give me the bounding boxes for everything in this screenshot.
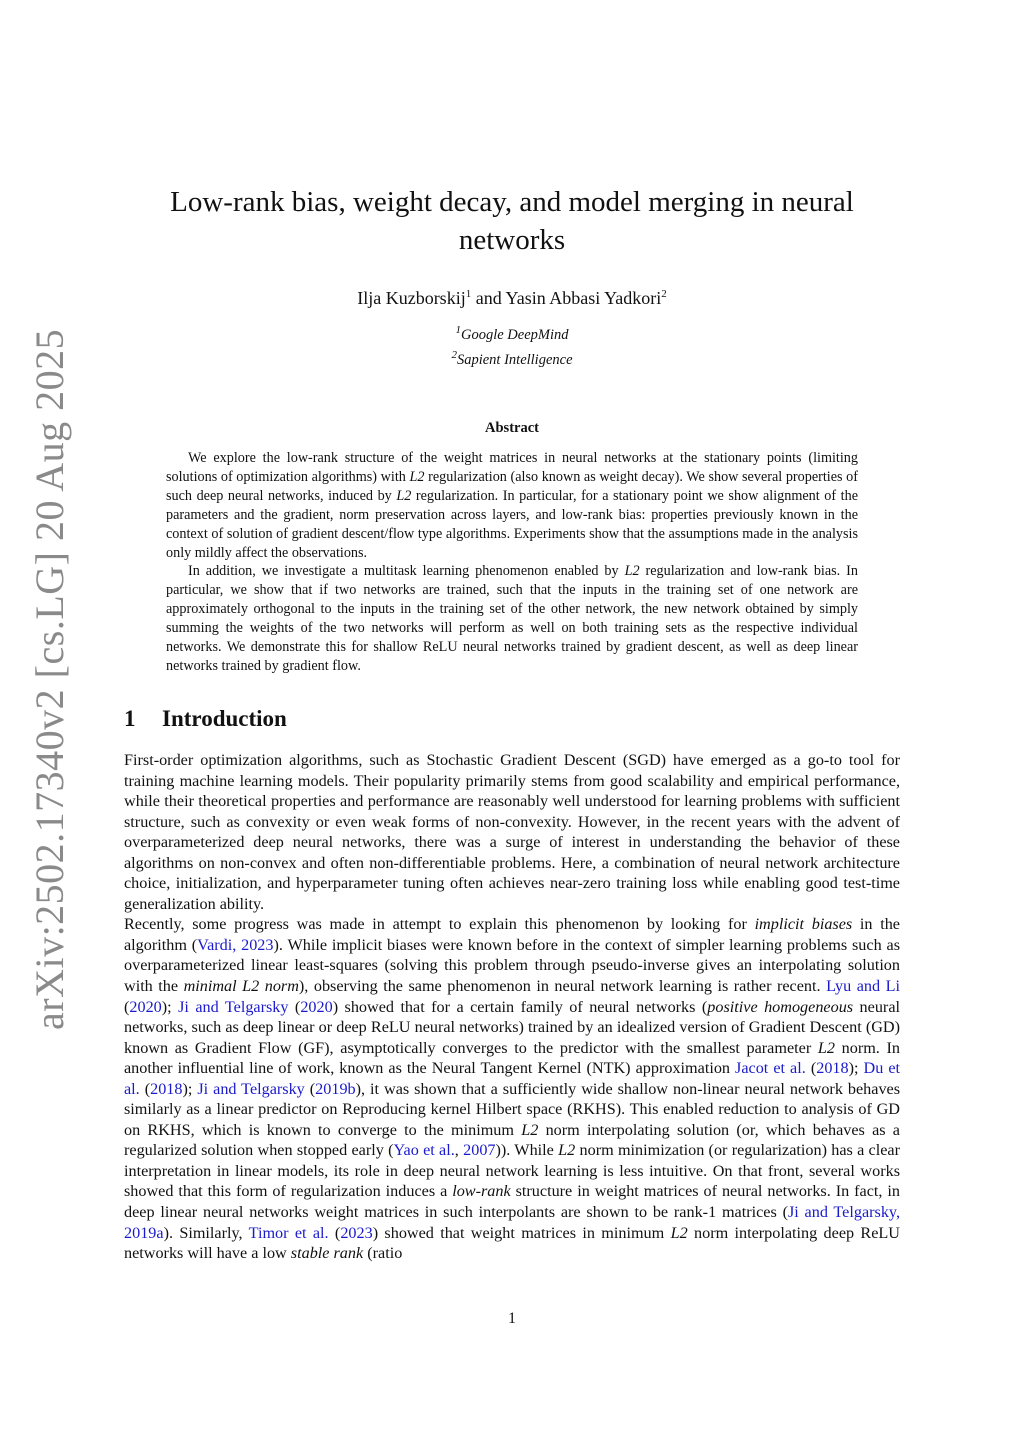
citation-link[interactable]: Jacot et al. [735, 1059, 806, 1078]
text-run: , [454, 1141, 464, 1160]
text-run: ). While implicit biases were known before in the context of simpler learning problems such as overparameterized linear least-squares (solving this problem through pseudo-inverse gives an interpolating solution with the [124, 935, 900, 996]
math-symbol: L2 [521, 1120, 539, 1139]
paper-title: Low-rank bias, weight decay, and model merging in neural networks [170, 186, 854, 256]
affiliation-name: Sapient Intelligence [456, 351, 573, 368]
author-name: Yasin Abbasi Yadkori [505, 288, 662, 308]
body-paragraph: First-order optimization algorithms, such as Stochastic Gradient Descent (SGD) have emerged as a go-to tool for training machine learning models. Their popularity primarily stems from good scalability and empirical performance, while their theoretical properties and performance are reasonably well understood for learning problems with sufficient structure, such as convexity or even weak forms of non-convexity. However, in the recent years with the advent of overparameterized deep neural networks, there was a surge of interest in understanding the behavior of these algorithms on non-convex and often non-differentiable problems. Here, a combination of neural network architecture choice, initialization, and hyperparameter tuning often achieves near-zero training loss while enabling good test-time generalization ability. [124, 751, 900, 913]
text-run: regularization. In particular, for a stationary point we show alignment of the parameters and the gradient, norm preservation across layers, and low-rank bias: properties previously known in the context of solution of gradient descent/flow type algorithms. Experiments show that the assumptions made in the analysis only mildly affect the observations. [166, 487, 858, 561]
emphasis: implicit biases [754, 915, 853, 934]
text-run: ( [124, 997, 130, 1016]
text-run: neural networks, such as deep linear or deep ReLU neural networks) trained by an idealized version of Gradient Descent (GD) known as Gradient Flow (GF), asymptotically converges to the predictor with the smallest parameter [124, 997, 900, 1057]
text-run: ( [328, 1223, 341, 1242]
citation-link[interactable]: Lyu and Li [826, 977, 900, 996]
citation-link[interactable]: 2020 [129, 997, 162, 1016]
emphasis: minimal [183, 977, 237, 996]
author-name: Ilja Kuzborskij [357, 288, 466, 308]
abstract-paragraph [166, 449, 858, 562]
citation-link[interactable]: Yao et al. [393, 1141, 455, 1160]
text-run: ); [161, 997, 179, 1016]
citation-link[interactable]: 2023 [340, 1223, 373, 1242]
section-title: Introduction [162, 706, 287, 731]
math-symbol: L2 [242, 977, 260, 996]
text-run: Recently, some progress was made in attempt to explain this phenomenon by looking for [124, 915, 755, 934]
text-run: norm interpolating deep ReLU networks will have a low [124, 1223, 900, 1263]
text-run: We explore the low-rank structure of the weight matrices in neural networks at the stationary points (limiting solutions of optimization algorithms) with [166, 450, 858, 485]
citation-link[interactable]: 2018 [816, 1059, 849, 1078]
citation-link[interactable]: Ji and Telgarsky [197, 1079, 305, 1098]
citation-link[interactable]: Vardi, 2023 [197, 935, 274, 954]
citation-link[interactable]: Ji and Telgarsky [178, 997, 289, 1016]
text-run: In addition, we investigate a multitask learning phenomenon enabled by [188, 563, 625, 580]
citation-link[interactable]: 2019b [315, 1079, 356, 1098]
text-run: ( [288, 997, 301, 1016]
abstract-body [166, 449, 858, 676]
body-paragraph [124, 914, 900, 1263]
section-number: 1 [124, 706, 136, 731]
author-list [124, 282, 900, 310]
text-run: in the algorithm ( [124, 915, 900, 954]
affiliation-marker: 1 [465, 288, 472, 300]
text-run: structure in weight matrices of neural networks. In fact, in deep linear neural networks weight matrices in such interpolants are shown to be rank-1 matrices ( [124, 1182, 900, 1222]
math-symbol: L2 [624, 563, 640, 580]
abstract-paragraph [166, 562, 858, 675]
text-run: ). Similarly, [163, 1223, 249, 1242]
text-run: regularization (also known as weight decay). We show several properties of such deep neural networks, induced by [166, 468, 858, 504]
affiliation-line [124, 320, 900, 345]
emphasis: low-rank [452, 1182, 511, 1201]
text-run: (ratio [363, 1244, 403, 1263]
citation-link[interactable]: Timor et al. [248, 1223, 329, 1242]
math-symbol: L2 [396, 487, 412, 504]
author-conjunction: and [475, 288, 502, 308]
text-run: )). While [495, 1141, 559, 1160]
text-run: norm interpolating solution (or, which behaves as a regularized solution when stopped early ( [124, 1120, 900, 1160]
arxiv-identifier-stamp: arXiv:2502.17340v2 [cs.LG] 20 Aug 2025 [27, 328, 72, 1030]
citation-link[interactable]: 2018 [150, 1079, 183, 1098]
math-symbol: L2 [409, 468, 425, 485]
math-symbol: L2 [670, 1223, 688, 1242]
citation-link[interactable]: 2020 [300, 997, 333, 1016]
emphasis: stable rank [290, 1244, 364, 1263]
affiliation-marker: 2 [451, 348, 457, 361]
text-run: ) showed that for a certain family of neural networks ( [332, 997, 708, 1016]
text-run: norm. In another influential line of work, known as the Neural Tangent Kernel (NTK) approximation [124, 1038, 900, 1078]
text-run: ); [182, 1079, 198, 1098]
text-run: ) showed that weight matrices in minimum [372, 1223, 671, 1242]
emphasis: norm [264, 977, 299, 996]
affiliation-marker: 2 [661, 288, 667, 300]
text-run: ); [848, 1059, 864, 1078]
section-heading-introduction [124, 704, 287, 734]
citation-link[interactable]: Ji and Telgarsky, 2019a [124, 1203, 901, 1242]
text-run: ( [805, 1059, 817, 1078]
text-run: ( [139, 1079, 151, 1098]
emphasis: positive homogeneous [707, 997, 854, 1016]
affiliation-name: Google DeepMind [460, 326, 569, 343]
abstract-heading: Abstract [485, 420, 539, 436]
affiliation-marker: 1 [455, 324, 461, 336]
citation-link[interactable]: Du et al. [124, 1059, 901, 1098]
citation-link[interactable]: 2007 [463, 1141, 496, 1160]
text-run: regularization and low-rank bias. In particular, we show that if two networks are trained, such that the inputs in the training set of one network are approximately orthogonal to the inputs in the training set of the other network, the new network obtained by simply summing the weights of the two networks will perform as well on both training sets as the respective individual networks. We demonstrate this for shallow ReLU neural networks trained by gradient descent, as well as deep linear networks trained by gradient flow. [166, 563, 859, 674]
text-run: ( [304, 1079, 316, 1098]
affiliation-line [124, 345, 900, 370]
text-run: norm minimization (or regularization) has a clear interpretation in linear models, its role in deep neural network learning is less intuitive. On that front, several works showed that this form of regularization induces a [124, 1141, 900, 1201]
affiliations [124, 320, 900, 370]
text-run: ), it was shown that a sufficiently wide shallow non-linear neural network behaves similarly as a linear predictor on Reproducing kernel Hilbert space (RKHS). This enabled reduction to analysis of GD on RKHS, which is known to converge to the minimum [124, 1079, 901, 1139]
introduction-body [124, 750, 900, 1264]
math-symbol: L2 [558, 1141, 576, 1160]
page-number: 1 [508, 1310, 516, 1327]
math-symbol: L2 [817, 1038, 835, 1057]
text-run: ), observing the same phenomenon in neural network learning is rather recent. [298, 977, 827, 996]
